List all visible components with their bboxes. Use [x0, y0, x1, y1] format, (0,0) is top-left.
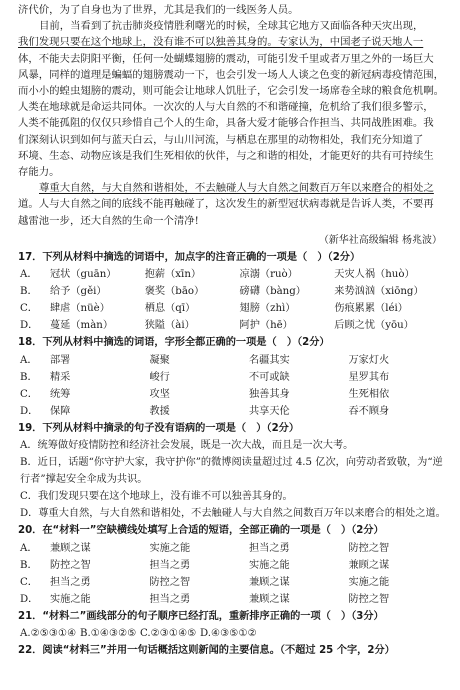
option-row-b [18, 369, 448, 386]
option-term: 担当之勇 [50, 576, 91, 588]
option-letter: A． [20, 542, 38, 554]
option-term: 栖息（qī） [144, 303, 196, 315]
passage-line [18, 18, 448, 34]
option-term: 保障 [50, 405, 71, 417]
passage-line-text: 存能力。 [18, 166, 60, 179]
option-letter: D． [20, 593, 39, 605]
option-row-d [18, 591, 448, 608]
option-row-d [18, 317, 448, 334]
option-term: 实施之能 [249, 559, 290, 571]
passage-line [18, 164, 448, 180]
option-term: 褒奖（bāo） [144, 286, 205, 298]
option-term: 兼顾之谋 [249, 576, 290, 588]
question-17 [18, 249, 448, 335]
option-term: 防控之智 [50, 559, 91, 571]
option-term: 后顾之忧（yōu） [334, 320, 414, 332]
option-letter: A． [20, 354, 38, 366]
option-term: 兼顾之谋 [348, 559, 390, 571]
option-letter: B． [20, 371, 38, 383]
question-stem: 18．下列从材料中摘选的词语，字形全都正确的一项是（ ）（2分） [18, 337, 330, 349]
passage-line-text: 环境、生态、动物应该是我们生死相依的伙伴，与之和谐的相处，才能更好的共有可持续生 [18, 149, 434, 162]
option-letter: D． [20, 320, 39, 332]
question-stem: 19．下列从材料中摘录的句子没有语病的一项是（ ）（2分） [18, 422, 300, 434]
option-row-c [18, 386, 448, 403]
option-term: 实施之能 [348, 576, 390, 588]
option-term: 担当之勇 [149, 593, 191, 605]
option-d: D．尊重大自然，与大自然和谐相处，不去触碰人与大自然之间数百万年以来磨合的相处之道。 [20, 508, 446, 520]
option-row-c [18, 574, 448, 591]
option-term: 冠状（guān） [50, 269, 117, 281]
option-term: 统筹 [50, 388, 71, 400]
option-term: 兼顾之谋 [50, 542, 91, 554]
option-letter: A． [20, 269, 38, 281]
passage-line-text: 越雷池一步，还大自然的生命一个清净! [18, 214, 199, 227]
option-term: 部署 [50, 354, 71, 366]
option-term: 凉溺（ruò） [239, 269, 298, 281]
option-term: 伤痕累累（léi） [334, 303, 408, 315]
passage [18, 2, 448, 229]
passage-line-text: 目前，当看到了抗击肺炎疫情胜利曙光的时候，全球其它地方又面临各种天灾出现， [39, 20, 424, 33]
passage-source: （新华社高级编辑 杨兆波） [318, 234, 442, 246]
passage-line [18, 196, 448, 212]
option-row-d [18, 403, 448, 420]
passage-line [18, 148, 448, 164]
options-17 [18, 266, 448, 334]
option-term: 兼顾之谋 [249, 593, 290, 605]
question-stem: 17．下列从材料中摘选的词语中，加点字的注音正确的一项是（ ）（2分） [18, 251, 361, 263]
option-term: 峻行 [149, 371, 170, 383]
option-term: 担当之勇 [249, 542, 290, 554]
question-18 [18, 334, 448, 420]
options-20 [18, 540, 448, 608]
options-21 [18, 625, 448, 642]
passage-line [18, 99, 448, 115]
option-term: 阿护（hē） [239, 320, 293, 332]
option-term: 蔓延（màn） [50, 320, 114, 332]
option-row-a [18, 352, 448, 369]
question-stem: 20．在“材料一”空缺横线处填写上合适的短语，全部正确的一项是（ ）（2分） [18, 525, 384, 537]
passage-line-text: 人类在地球就是命运共同体。一次次的人与大自然的不和谐碰撞，危机给了我们很多警示， [18, 101, 434, 114]
option-term: 防控之智 [348, 593, 390, 605]
passage-line [18, 51, 448, 67]
option-term: 共享天伦 [249, 405, 290, 417]
option-term: 吞不顾身 [348, 405, 390, 417]
passage-line-text: 济代价，为了自身也为了世界，尤其是我们的一线医务人员。 [18, 4, 299, 16]
option-term: 天灾人祸（huò） [334, 269, 415, 281]
question-22 [18, 642, 448, 660]
passage-line-text: 而小小的蝗虫翅膀的震动，则可能会让地球人饥肚子，它会引发一场席卷全球的粮食危机啊。 [18, 85, 445, 98]
option-letter: C． [20, 388, 38, 400]
option-row-b [18, 557, 448, 574]
option-a: A．统筹做好疫情防控和经济社会发展，既是一次大战，而且是一次大考。 [20, 440, 354, 452]
option-letter: D． [20, 405, 39, 417]
option-row-a [18, 266, 448, 283]
passage-line-text: 体，不能夫去阴阳平衡，任何一处蝴蝶翅膀的震动，可能引发千里或者万里之外的一场巨大 [18, 52, 434, 65]
option-term: 名疆其实 [249, 354, 290, 366]
question-20 [18, 522, 448, 608]
option-term: 生死相依 [348, 388, 390, 400]
passage-line [18, 34, 448, 50]
passage-line [18, 67, 448, 83]
option-letter: C． [20, 576, 38, 588]
question-stem: 21．“材料二”画线部分的句子顺序已经打乱，重新排序正确的一项（ ）（3分） [18, 610, 384, 622]
passage-line [18, 83, 448, 99]
option-term: 教援 [149, 405, 170, 417]
question-21 [18, 608, 448, 643]
option-term: 攻坚 [149, 388, 170, 400]
option-b: B．近日，话题“你守护大家，我守护你”的微博阅读量超过过 4.5 亿次，向劳动者致敬，为“逆行者”撑起安全伞成为共识。 [20, 457, 443, 486]
option-term: 独善其身 [249, 388, 290, 400]
option-b: B.①④③②⑤ [80, 628, 137, 640]
option-term: 实施之能 [50, 593, 91, 605]
option-term: 狭隘（ài） [144, 320, 195, 332]
option-term: 凝聚 [149, 354, 170, 366]
option-c: C.②③①④⑤ [140, 628, 197, 640]
passage-line [18, 132, 448, 148]
option-letter: C． [20, 303, 38, 315]
option-row-b [18, 283, 448, 300]
option-row-c [18, 300, 448, 317]
option-term: 磅礴（bàng） [239, 286, 306, 298]
option-row-a [18, 540, 448, 557]
option-term: 防控之智 [348, 542, 390, 554]
passage-line-text: 尊重大自然，与大自然和谐相处，不去触碰人与大自然之间数百万年以来磨合的相处之 [39, 182, 434, 195]
option-term: 翅膀（zhì） [239, 303, 296, 315]
option-d: D.④③⑤①② [200, 628, 257, 640]
option-term: 肆虐（nüè） [50, 303, 110, 315]
option-term: 不可或缺 [249, 371, 290, 383]
passage-line [18, 115, 448, 131]
options-18 [18, 352, 448, 420]
option-letter: B． [20, 286, 38, 298]
option-term: 来势汹汹（xiōng） [334, 286, 424, 298]
question-stem: 22．阅读“材料三”并用一句话概括这则新闻的主要信息。（不超过 25 个字，2分） [18, 645, 395, 657]
option-term: 万家灯火 [348, 354, 390, 366]
option-term: 担当之勇 [149, 559, 191, 571]
passage-line-text: 人类不能孤阻的仅仅只珍惜自己个人的生命，具备大爱才能够合作担当、共同战胜困难。我 [18, 117, 434, 130]
option-a: A.②⑤③①④ [20, 628, 77, 640]
option-term: 实施之能 [149, 542, 191, 554]
passage-line [18, 2, 448, 18]
option-term: 防控之智 [149, 576, 191, 588]
passage-line [18, 180, 448, 196]
passage-line-text: 风暴，同样的道理是蝙蝠的翅膀震动一下，也会引发一场人人谈之色变的新冠病毒疫情范围， [18, 68, 445, 81]
option-term: 精采 [50, 371, 71, 383]
option-term: 星罗其布 [348, 371, 390, 383]
option-term: 抱薪（xīn） [144, 269, 202, 281]
question-19 [18, 420, 448, 523]
passage-line [18, 213, 448, 229]
option-term: 给予（gěi） [50, 286, 107, 298]
option-letter: B． [20, 559, 38, 571]
passage-line-text: 道。人与大自然之间的底线不能再触碰了，这次发生的新型冠状病毒就是告诉人类，不要再 [18, 198, 434, 211]
passage-line-text: 我们发现只要在这个地球上，没有谁不可以独善其身的。专家认为，中国老子说天地人一 [18, 36, 424, 49]
passage-line-text: 们深刻认识到如何与蓝天白云，与山川河流，与栖息在那里的动物相处，我们充分知道了 [18, 133, 424, 146]
option-c: C．我们发现只要在这个地球上，没有谁不可以独善其身的。 [20, 491, 293, 503]
